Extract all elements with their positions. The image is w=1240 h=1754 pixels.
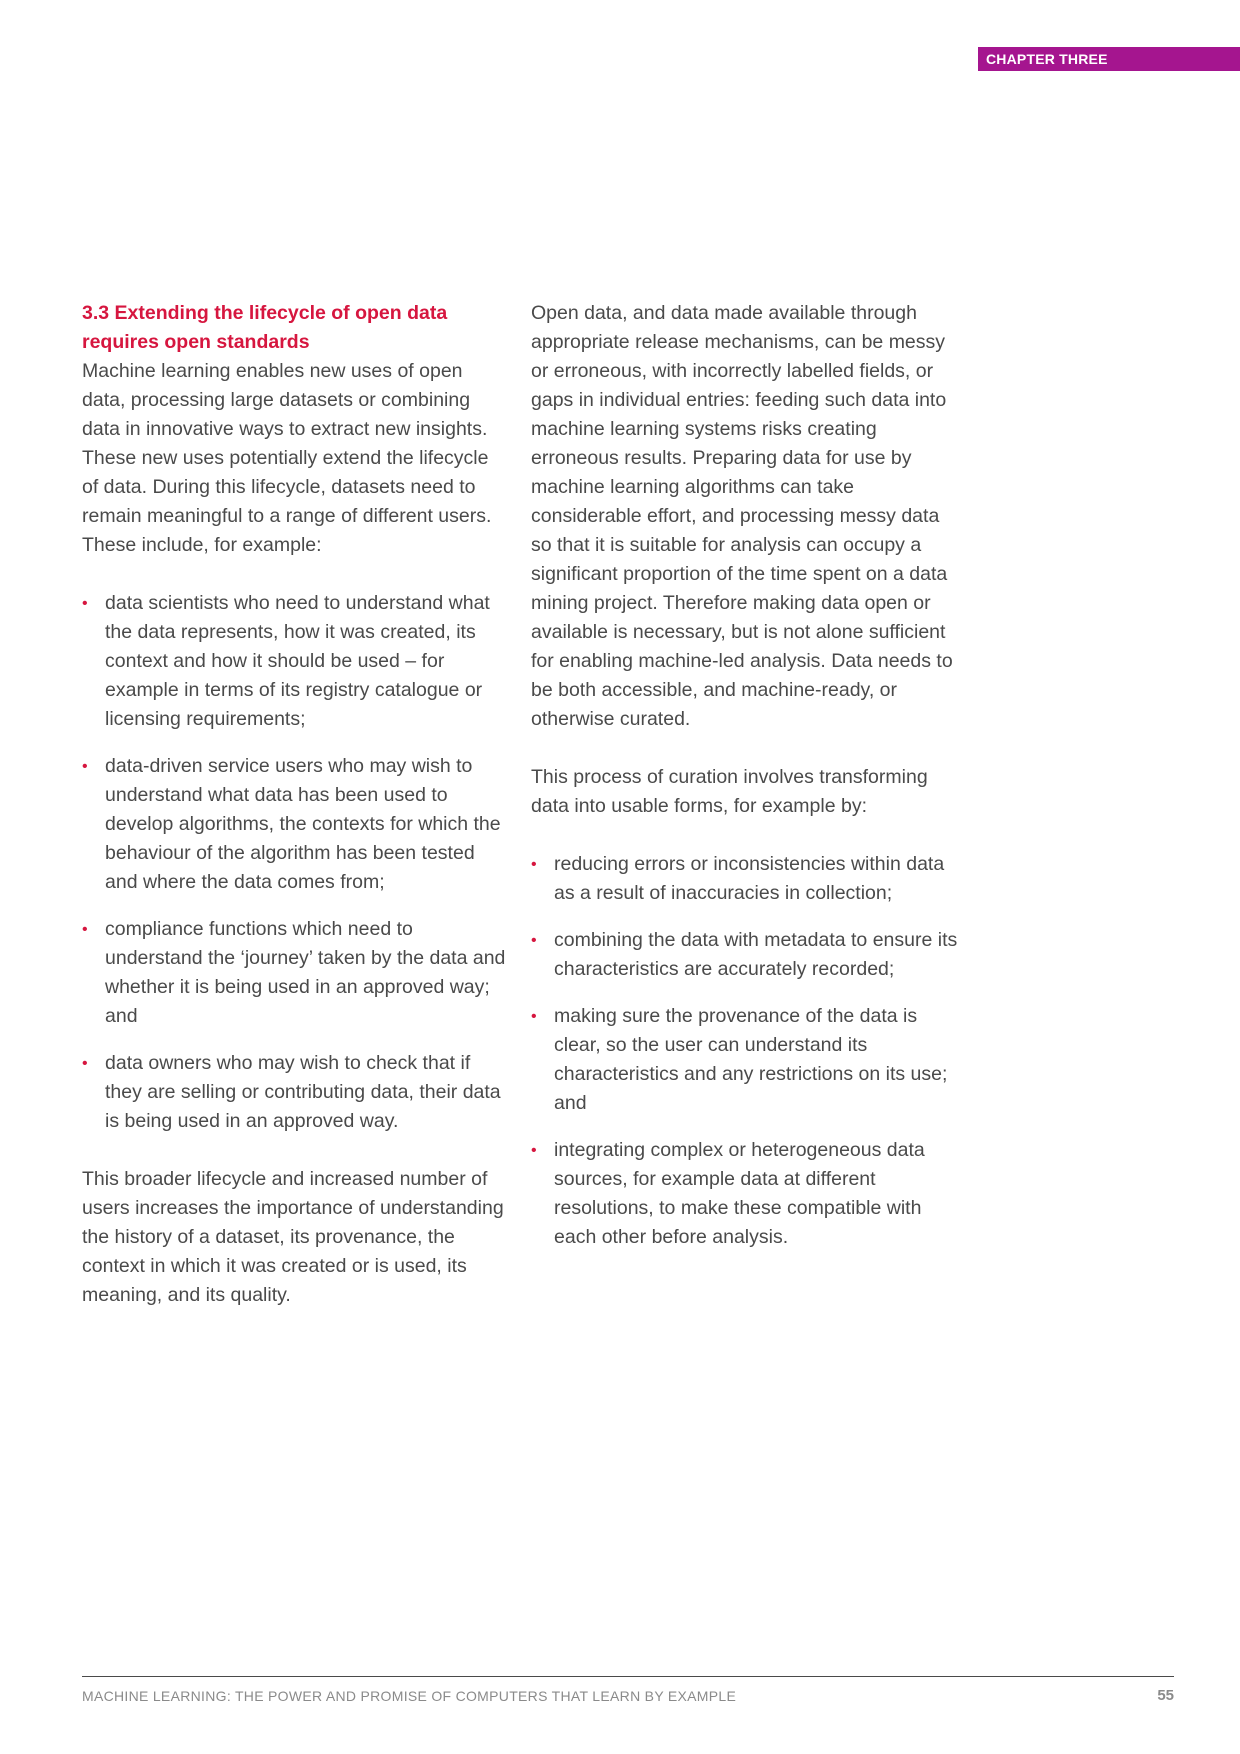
section-heading: 3.3 Extending the lifecycle of open data requires open standards	[82, 302, 448, 353]
list-item-text: integrating complex or heterogeneous data sources, for example data at different resolutions, to make these compatible with each other before analysis.	[554, 1139, 925, 1248]
bullet-icon: •	[82, 921, 88, 938]
page-number: 55	[1157, 1687, 1174, 1704]
list-item-text: data-driven service users who may wish to understand what data has been used to develop algorithms, the contexts for which the behaviour of the algorithm has been tested and where the data comes from;	[105, 755, 501, 893]
bullet-icon: •	[82, 758, 88, 775]
bullet-icon: •	[82, 1055, 88, 1072]
list-item-text: data scientists who need to understand what the data represents, how it was created, its context and how it should be used – for example in terms of its registry catalogue or licensing requirements;	[105, 592, 490, 730]
curation-list	[531, 850, 961, 1252]
list-item	[82, 752, 507, 897]
list-item	[531, 926, 961, 984]
right-column	[531, 299, 961, 1252]
list-item	[531, 1002, 961, 1118]
left-column	[82, 299, 507, 1310]
closing-paragraph: This broader lifecycle and increased number of users increases the importance of understanding the history of a dataset, its provenance, the context in which it was created or is used, its meaning, and its quality.	[82, 1168, 504, 1306]
chapter-label: CHAPTER THREE	[978, 47, 1240, 71]
user-list	[82, 589, 507, 1136]
bullet-icon: •	[531, 856, 537, 873]
footer-title: MACHINE LEARNING: THE POWER AND PROMISE OF COMPUTERS THAT LEARN BY EXAMPLE	[82, 1688, 737, 1704]
list-item-text: combining the data with metadata to ensure its characteristics are accurately recorded;	[554, 929, 958, 980]
list-item	[531, 850, 961, 908]
list-item	[82, 1049, 507, 1136]
body-paragraph: This process of curation involves transforming data into usable forms, for example by:	[531, 766, 928, 817]
list-item-text: making sure the provenance of the data is clear, so the user can understand its characteristics and any restrictions on its use; and	[554, 1005, 948, 1114]
list-item-text: compliance functions which need to understand the ‘journey’ taken by the data and whether it is being used in an approved way; and	[105, 918, 506, 1027]
list-item-text: data owners who may wish to check that if they are selling or contributing data, their data is being used in an approved way.	[105, 1052, 501, 1132]
body-paragraph: Open data, and data made available through appropriate release mechanisms, can be messy or erroneous, with incorrectly labelled fields, or gaps in individual entries: feeding such data into machine learning systems risks creating erroneous results. Preparing data for use by machine learning algorithms can take considerable effort, and processing messy data so that it is suitable for analysis can occupy a significant proportion of the time spent on a data mining project. Therefore making data open or available is necessary, but is not alone sufficient for enabling machine-led analysis. Data needs to be both accessible, and machine-ready, or otherwise curated.	[531, 302, 953, 730]
list-item	[531, 1136, 961, 1252]
bullet-icon: •	[531, 1142, 537, 1159]
list-item-text: reducing errors or inconsistencies within data as a result of inaccuracies in collection;	[554, 853, 945, 904]
list-item	[82, 589, 507, 734]
intro-paragraph: Machine learning enables new uses of open data, processing large datasets or combining data in innovative ways to extract new insights. These new uses potentially extend the lifecycle of data. During this lifecycle, datasets need to remain meaningful to a range of different users. These include, for example:	[82, 360, 492, 556]
bullet-icon: •	[82, 595, 88, 612]
bullet-icon: •	[531, 932, 537, 949]
bullet-icon: •	[531, 1008, 537, 1025]
footer-divider	[82, 1676, 1174, 1677]
list-item	[82, 915, 507, 1031]
